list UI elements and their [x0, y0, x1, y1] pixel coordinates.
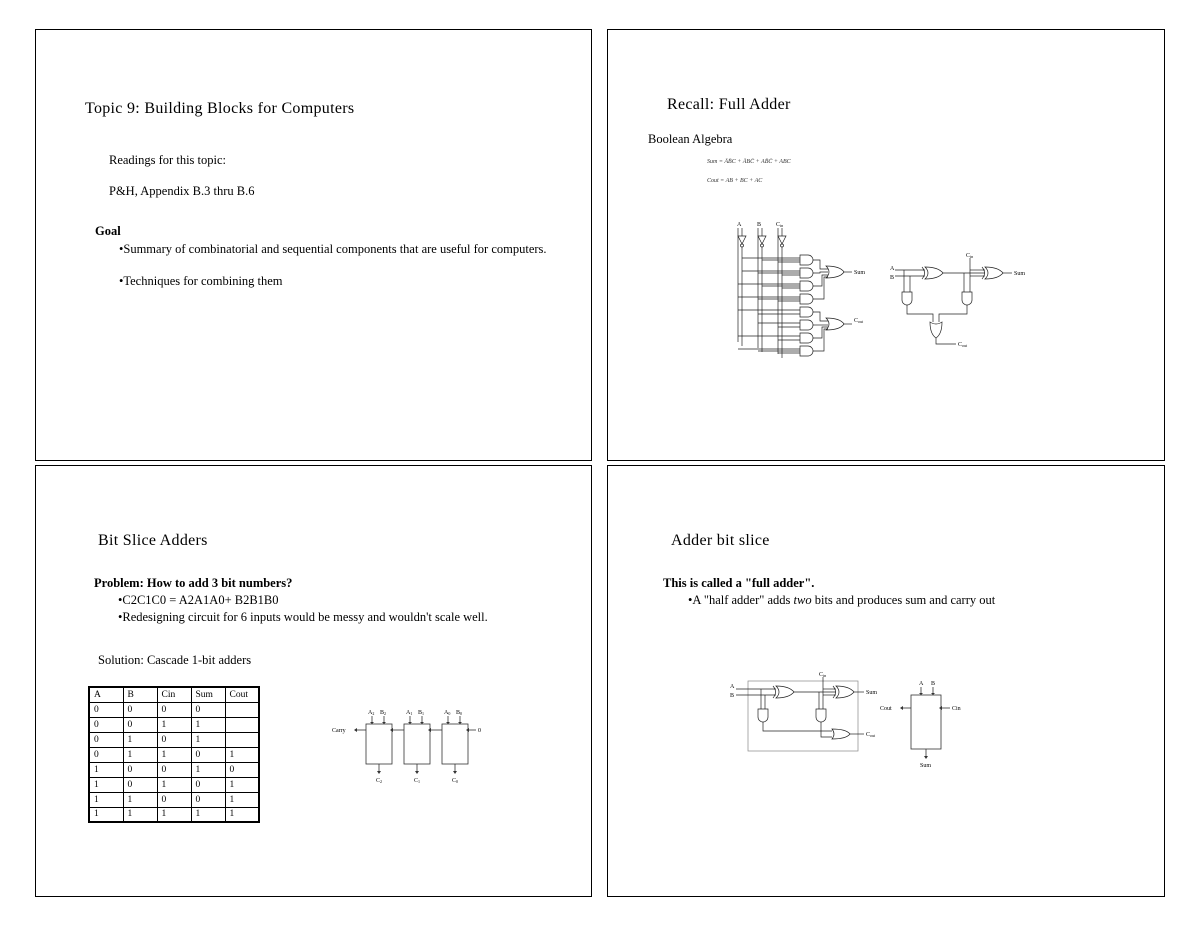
output-sum-label: Sum — [854, 270, 866, 276]
table-cell: 1 — [225, 792, 259, 807]
input-a0-label: A0 — [444, 710, 451, 716]
input-b-label: B — [931, 681, 936, 687]
table-cell: 1 — [191, 762, 225, 777]
output-c0-label: C0 — [452, 778, 459, 784]
table-cell: 1 — [225, 777, 259, 792]
zero-input-label: 0 — [478, 728, 481, 734]
cascade-adder-diagram — [332, 706, 492, 788]
table-row — [89, 807, 259, 822]
solution-text: Solution: Cascade 1-bit adders — [98, 653, 252, 667]
table-cell: 0 — [157, 732, 191, 747]
table-cell: 0 — [89, 747, 123, 762]
table-cell: 0 — [191, 792, 225, 807]
table-cell: 0 — [89, 732, 123, 747]
slide-title: Topic 9: Building Blocks for Computers — [85, 100, 355, 117]
table-row — [89, 702, 259, 717]
slide-4[interactable] — [607, 465, 1165, 897]
sop-full-adder-diagram — [728, 220, 868, 360]
slide-subtitle: Boolean Algebra — [648, 132, 733, 146]
slide-1[interactable] — [35, 29, 592, 461]
carry-label: Carry — [332, 728, 346, 734]
input-a-label: A — [890, 266, 895, 272]
slide-title: Bit Slice Adders — [98, 532, 208, 549]
gate-level-full-adder-diagram — [890, 248, 1040, 353]
table-cell: 1 — [89, 762, 123, 777]
readings-label: Readings for this topic: — [109, 153, 226, 167]
output-sum-label: Sum — [1014, 271, 1026, 277]
input-a-label: A — [730, 684, 735, 690]
table-cell: 0 — [89, 717, 123, 732]
table-row — [89, 792, 259, 807]
table-cell: 0 — [123, 777, 157, 792]
column-header: A — [89, 687, 123, 702]
column-header: Cin — [157, 687, 191, 702]
table-cell — [225, 732, 259, 747]
input-cin-label: Cin — [819, 672, 827, 678]
bullet-item: •A "half adder" adds two bits and produces sum and carry out — [688, 593, 996, 607]
slide-title: Adder bit slice — [671, 532, 770, 549]
input-cin-label: Cin — [966, 253, 974, 259]
full-adder-slice-diagram — [728, 671, 878, 761]
readings-reference: P&H, Appendix B.3 thru B.6 — [109, 184, 255, 198]
bullet-item: •Redesigning circuit for 6 inputs would be messy and wouldn't scale well. — [118, 610, 488, 624]
cout-equation: Cout = AB + BC + AC — [707, 178, 763, 184]
table-cell: 1 — [89, 777, 123, 792]
table-cell: 1 — [191, 717, 225, 732]
input-b2-label: B2 — [380, 710, 387, 716]
column-header: Cout — [225, 687, 259, 702]
table-cell: 1 — [157, 807, 191, 822]
bullet-item: •Summary of combinatorial and sequential components that are useful for computers. — [119, 242, 547, 256]
input-b0-label: B0 — [456, 710, 463, 716]
sum-label: Sum — [920, 763, 932, 769]
input-b1-label: B1 — [418, 710, 425, 716]
table-cell: 0 — [157, 762, 191, 777]
table-row — [89, 717, 259, 732]
table-cell: 0 — [191, 777, 225, 792]
table-cell: 1 — [157, 777, 191, 792]
table-cell: 0 — [157, 792, 191, 807]
column-header: Sum — [191, 687, 225, 702]
output-c2-label: C2 — [376, 778, 383, 784]
cout-label: Cout — [880, 706, 892, 712]
output-cout-label: Cout — [866, 732, 876, 738]
table-cell: 1 — [123, 807, 157, 822]
table-cell: 1 — [89, 807, 123, 822]
table-cell: 0 — [191, 702, 225, 717]
bullet-item: •C2C1C0 = A2A1A0+ B2B1B0 — [118, 593, 279, 607]
slide-title: Recall: Full Adder — [667, 96, 791, 113]
output-cout-label: Cout — [958, 342, 968, 348]
table-cell: 1 — [123, 747, 157, 762]
slide-3[interactable] — [35, 465, 592, 897]
sum-equation: Sum = ĀB̄C + ĀBC̄ + AB̄C̄ + ABC — [707, 159, 791, 165]
table-cell: 0 — [89, 702, 123, 717]
table-cell: 0 — [123, 717, 157, 732]
input-b-label: B — [757, 222, 762, 228]
input-b-label: B — [890, 275, 895, 281]
table-cell: 0 — [123, 762, 157, 777]
adder-block-diagram — [878, 679, 961, 771]
output-c1-label: C1 — [414, 778, 421, 784]
table-cell: 1 — [191, 807, 225, 822]
table-cell: 0 — [123, 702, 157, 717]
output-sum-label: Sum — [866, 690, 878, 696]
input-a-label: A — [919, 681, 924, 687]
column-header: B — [123, 687, 157, 702]
goal-heading: Goal — [95, 224, 121, 238]
input-a2-label: A2 — [368, 710, 375, 716]
table-cell: 1 — [225, 807, 259, 822]
table-cell — [225, 702, 259, 717]
table-cell — [225, 717, 259, 732]
table-cell: 1 — [123, 792, 157, 807]
table-cell: 1 — [157, 717, 191, 732]
input-a1-label: A1 — [406, 710, 413, 716]
table-row — [89, 732, 259, 747]
cin-label: Cin — [952, 706, 961, 712]
table-cell: 1 — [191, 732, 225, 747]
table-cell: 0 — [191, 747, 225, 762]
problem-heading: Problem: How to add 3 bit numbers? — [94, 576, 293, 590]
table-cell: 1 — [89, 792, 123, 807]
table-cell: 1 — [157, 747, 191, 762]
table-header-row — [89, 687, 259, 702]
table-cell: 1 — [123, 732, 157, 747]
slide-2[interactable] — [607, 29, 1165, 461]
input-a-label: A — [737, 222, 742, 228]
table-row — [89, 747, 259, 762]
input-cin-label: Cin — [776, 222, 784, 228]
input-b-label: B — [730, 693, 735, 699]
table-cell: 0 — [225, 762, 259, 777]
table-row — [89, 777, 259, 792]
truth-table — [88, 686, 260, 823]
full-adder-heading: This is called a "full adder". — [663, 576, 815, 590]
table-cell: 0 — [157, 702, 191, 717]
bullet-item: •Techniques for combining them — [119, 274, 283, 288]
output-cout-label: Cout — [854, 318, 864, 324]
table-row — [89, 762, 259, 777]
table-cell: 1 — [225, 747, 259, 762]
